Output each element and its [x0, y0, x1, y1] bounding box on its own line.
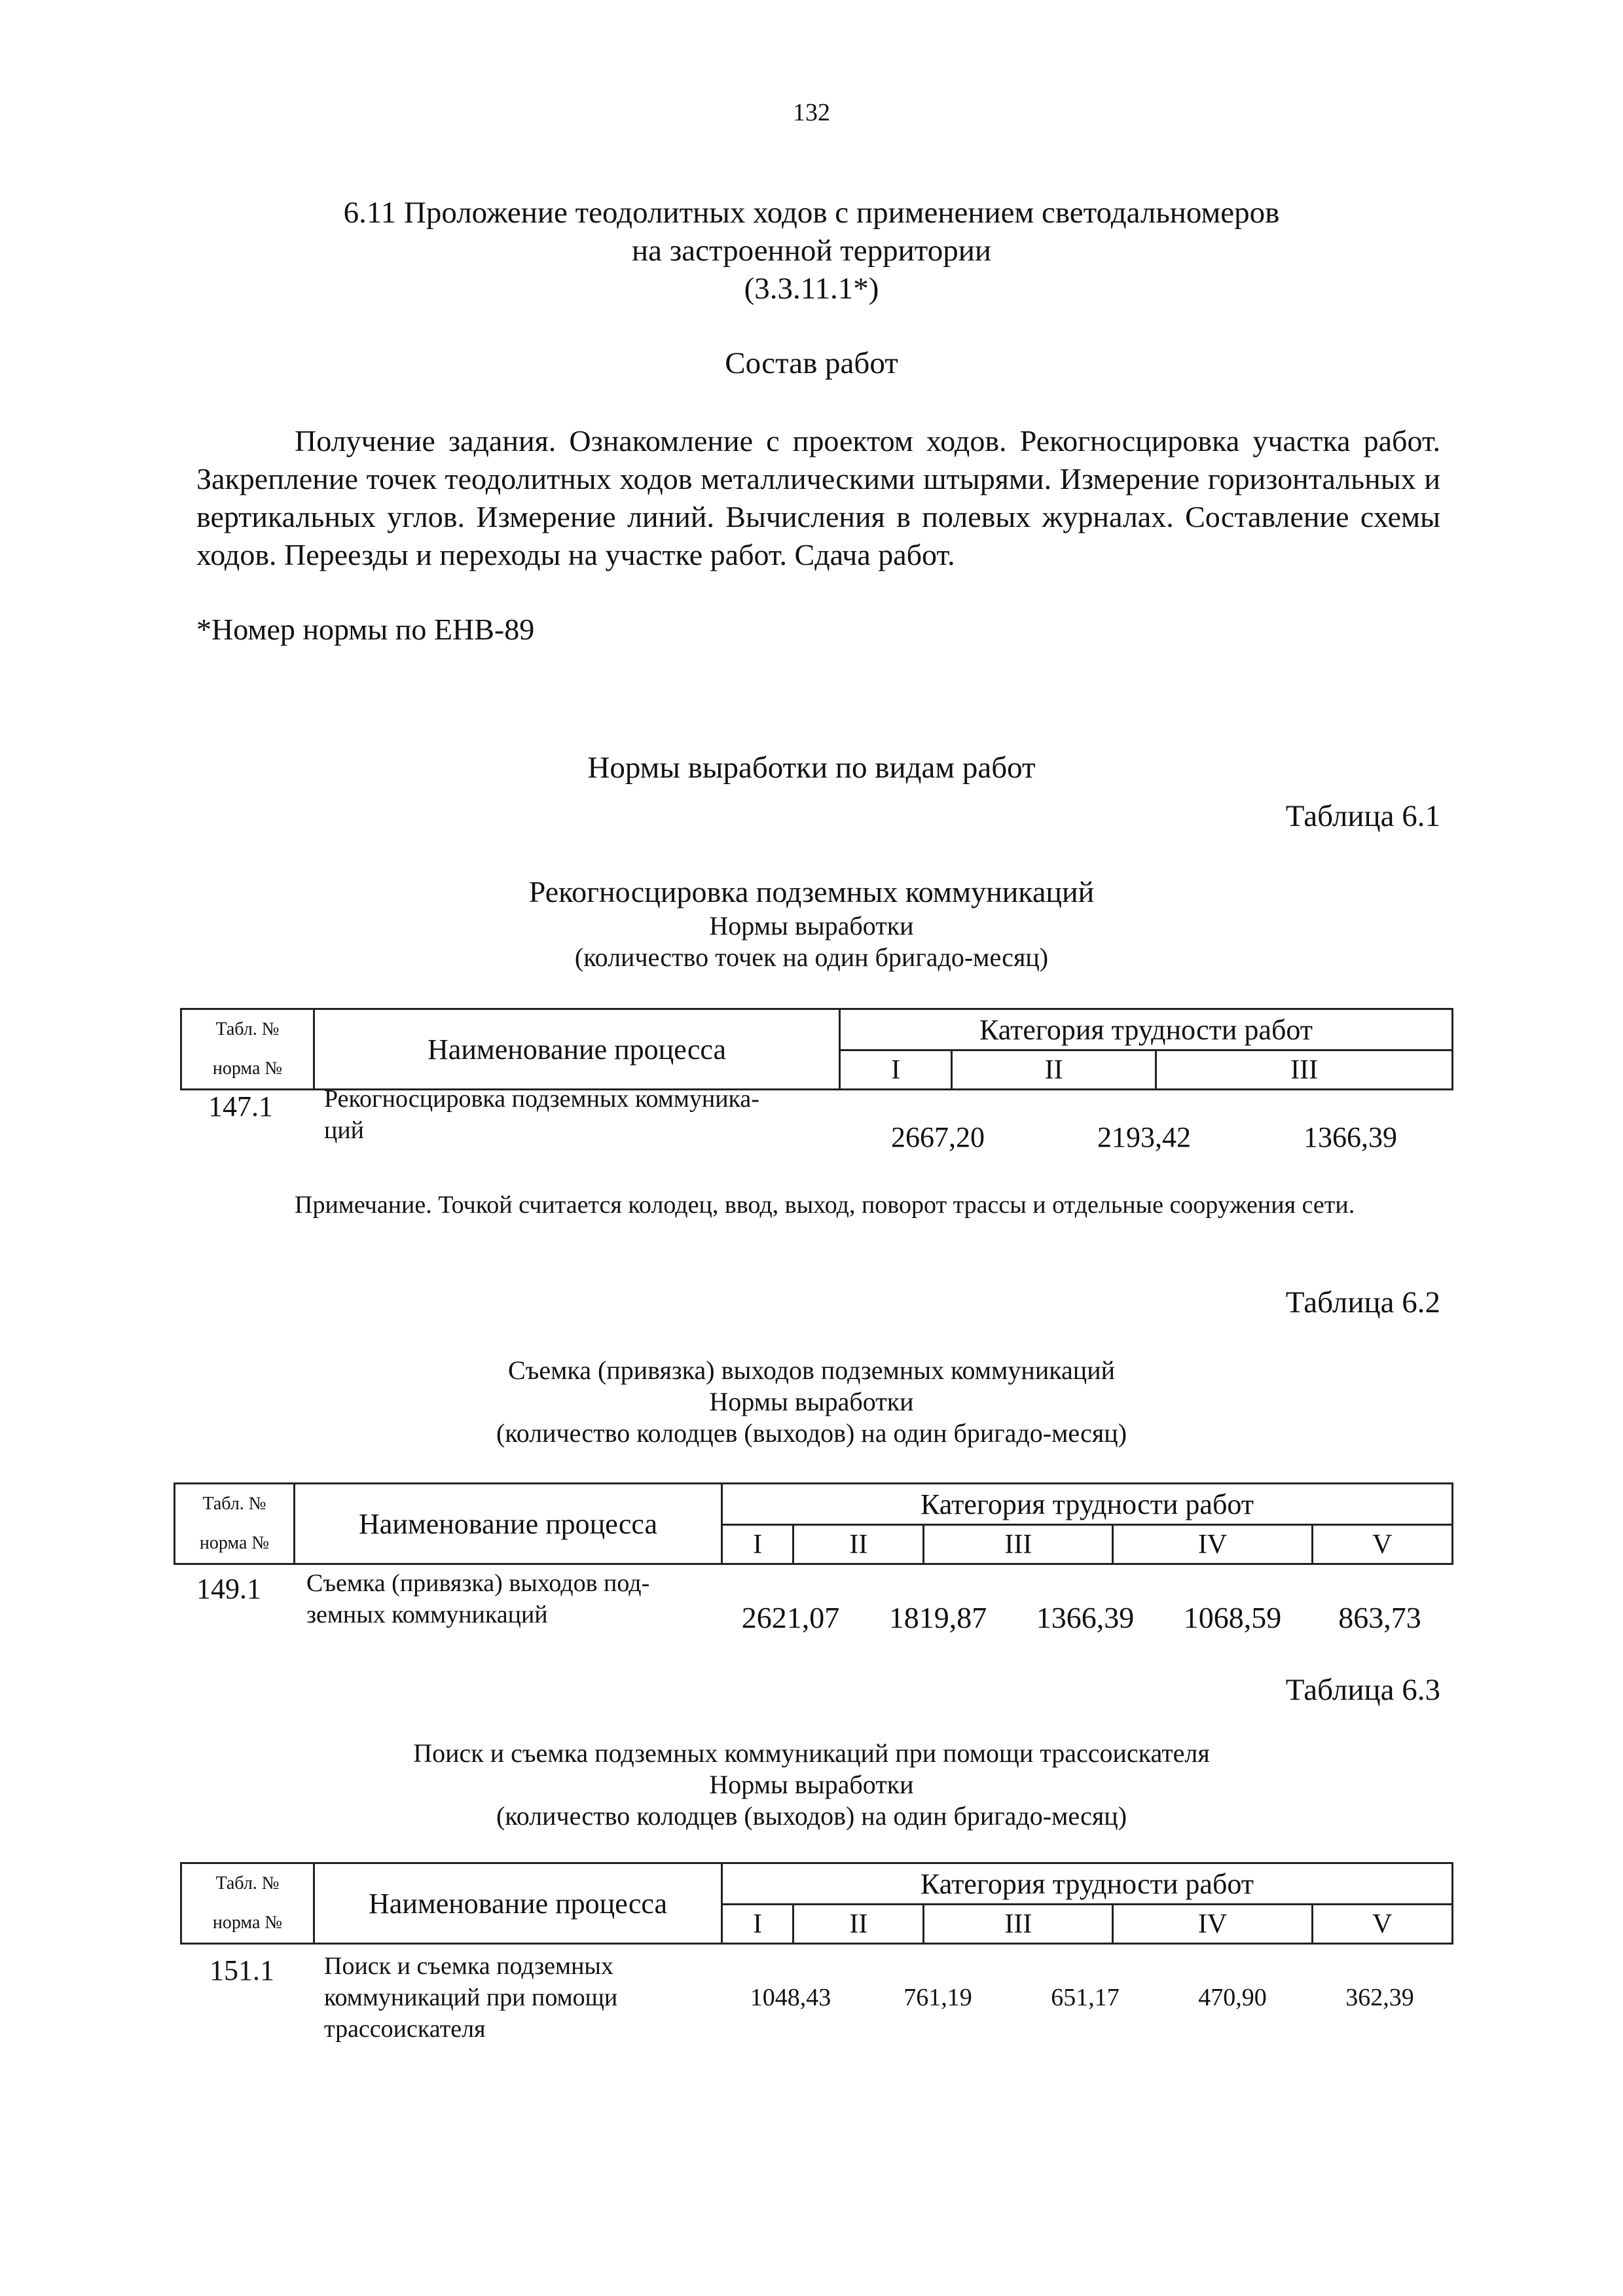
header-category-col: IV [1113, 1525, 1312, 1564]
table-label: Таблица 6.3 [1285, 1673, 1440, 1707]
header-code-line: норма № [212, 1912, 283, 1933]
caption-line: (количество точек на один бригадо-месяц) [574, 942, 1049, 972]
process-name-line: трассоискателя [324, 2015, 486, 2043]
table-note: Примечание. Точкой считается колодец, ввод, выход, поворот трассы и отдельные сооружения сети. [295, 1191, 1355, 1219]
header-code-line: Табл. № [215, 1873, 280, 1893]
caption-line: Съемка (привязка) выходов подземных коммуникаций [507, 1355, 1116, 1385]
section-heading [0, 194, 1623, 308]
caption-line: Нормы выработки [709, 911, 914, 941]
row-value: 2667,20 [891, 1121, 985, 1153]
table-caption [0, 874, 1623, 973]
header-category-col: IV [1113, 1905, 1312, 1944]
table-row [0, 1564, 1623, 1636]
header-process-name: Наименование процесса [295, 1484, 722, 1564]
header-code-cell [181, 1863, 314, 1944]
caption-line: (количество колодцев (выходов) на один бригадо-месяц) [496, 1801, 1127, 1831]
row-value: 761,19 [903, 1984, 972, 2011]
footnote: *Номер нормы по ЕНВ-89 [196, 613, 535, 646]
header-code-line: Табл. № [202, 1494, 266, 1514]
row-code: 151.1 [210, 1954, 274, 1986]
row-value: 1366,39 [1036, 1601, 1135, 1634]
row-value: 2193,42 [1097, 1121, 1191, 1153]
table-caption [0, 1355, 1623, 1449]
work-composition-title: Состав работ [725, 346, 898, 380]
caption-line: Рекогносцировка подземных коммуникаций [528, 875, 1095, 908]
table-caption [0, 1738, 1623, 1832]
heading-line: на застроенной территории [631, 234, 992, 268]
header-category-col: III [1156, 1050, 1453, 1090]
row-process-name [324, 1950, 617, 2045]
process-name-line: Поиск и съемка подземных [324, 1952, 613, 1980]
row-code: 147.1 [208, 1090, 273, 1122]
process-name-line: коммуникаций при помощи [324, 1984, 618, 2011]
table-label: Таблица 6.1 [1285, 799, 1440, 833]
table-row [0, 1083, 1623, 1155]
page-number: 132 [793, 99, 830, 126]
row-process-name [324, 1083, 759, 1146]
header-category-col: III [924, 1905, 1113, 1944]
header-category-col: II [793, 1525, 924, 1564]
caption-line: Нормы выработки [709, 1770, 914, 1799]
header-process-name: Наименование процесса [314, 1009, 840, 1090]
header-code-line: норма № [199, 1533, 270, 1553]
process-name-line: земных коммуникаций [306, 1601, 548, 1628]
row-process-name [306, 1568, 649, 1630]
row-value: 1068,59 [1183, 1601, 1282, 1634]
row-value: 470,90 [1198, 1984, 1267, 2011]
work-composition-text: Получение задания. Ознакомление с проектом ходов. Рекогносцировка участка работ. Закрепление точек теодолитных ходов металлическими штырями. Измерение горизонтальных и вертикальных углов. Измерение линий. Вычисления в полевых журналах. Составление схемы ходов. Переезды и переходы на участке работ. Сдача работ. [196, 424, 1440, 571]
row-value: 1366,39 [1304, 1121, 1397, 1153]
header-category: Категория трудности работ [722, 1863, 1453, 1905]
norms-table-6-3 [180, 1862, 1453, 1945]
table-row [0, 1947, 1623, 2058]
norms-table-6-1 [180, 1008, 1453, 1090]
caption-line: Нормы выработки [709, 1387, 914, 1416]
header-category-col: V [1312, 1525, 1452, 1564]
header-code-cell [175, 1484, 295, 1564]
header-category-col: I [722, 1525, 793, 1564]
row-value: 863,73 [1338, 1601, 1421, 1634]
norms-title: Нормы выработки по видам работ [587, 751, 1036, 785]
header-code-cell [181, 1009, 314, 1090]
header-category-col: V [1312, 1905, 1452, 1944]
row-value: 1048,43 [750, 1984, 831, 2011]
row-code: 149.1 [196, 1573, 261, 1605]
row-value: 651,17 [1051, 1984, 1120, 2011]
caption-line: Поиск и съемка подземных коммуникаций при помощи трассоискателя [413, 1738, 1210, 1768]
caption-line: (количество колодцев (выходов) на один бригадо-месяц) [496, 1418, 1127, 1448]
header-category-col: I [722, 1905, 793, 1944]
heading-line: (3.3.11.1*) [744, 272, 879, 306]
process-name-line: Съемка (привязка) выходов под- [306, 1570, 650, 1597]
header-process-name: Наименование процесса [314, 1863, 722, 1944]
row-value: 362,39 [1345, 1984, 1414, 2011]
header-category-col: II [793, 1905, 924, 1944]
process-name-line: ций [324, 1117, 365, 1144]
header-code-line: Табл. № [215, 1019, 280, 1039]
row-value: 2621,07 [741, 1601, 840, 1634]
row-value: 1819,87 [888, 1601, 987, 1634]
header-code-line: норма № [212, 1058, 283, 1079]
header-category: Категория трудности работ [722, 1484, 1453, 1525]
norms-table-6-2 [173, 1482, 1453, 1565]
header-category-col: II [952, 1050, 1156, 1090]
process-name-line: Рекогносцировка подземных коммуника- [324, 1085, 759, 1113]
header-category-col: III [924, 1525, 1113, 1564]
header-category: Категория трудности работ [840, 1009, 1453, 1050]
table-label: Таблица 6.2 [1285, 1285, 1440, 1319]
heading-line: 6.11 Проложение теодолитных ходов с применением светодальномеров [343, 196, 1280, 230]
header-category-col: I [840, 1050, 952, 1090]
